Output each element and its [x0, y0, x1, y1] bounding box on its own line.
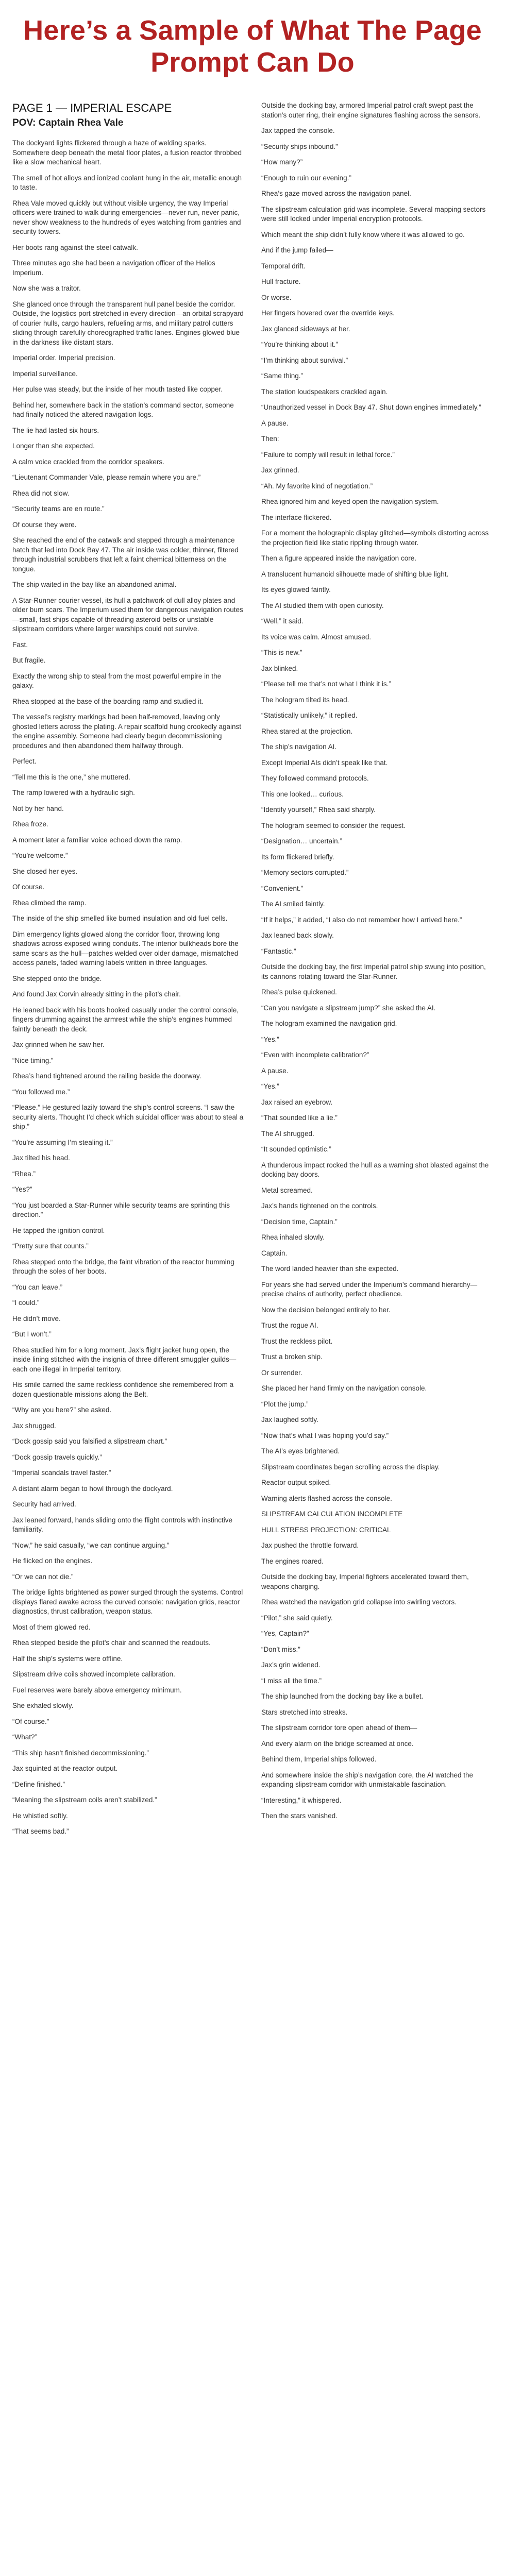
- story-paragraph: Jax leaned forward, hands sliding onto the flight controls with instinctive familiarity.: [12, 1516, 232, 1533]
- story-paragraph: “Yes?”: [12, 1185, 32, 1193]
- story-paragraph: The slipstream calculation grid was incomplete. Several mapping sectors were still locked under Imperial encryption protocols.: [261, 205, 486, 223]
- story-paragraph: Then the stars vanished.: [261, 1812, 338, 1820]
- story-paragraph: Most of them glowed red.: [12, 1623, 91, 1631]
- pov-line: POV: Captain Rhea Vale: [12, 117, 124, 128]
- story-paragraph: The hologram examined the navigation grid.: [261, 1020, 397, 1027]
- story-paragraph: Jax tilted his head.: [12, 1154, 70, 1162]
- story-paragraph: Exactly the wrong ship to steal from the most powerful empire in the galaxy.: [12, 672, 222, 689]
- story-paragraph: Rhea stepped beside the pilot’s chair and scanned the readouts.: [12, 1639, 211, 1647]
- story-paragraph: Rhea stared at the projection.: [261, 727, 353, 735]
- story-paragraph: “You just boarded a Star-Runner while security teams are sprinting this direction.”: [12, 1201, 230, 1218]
- story-paragraph: Outside the docking bay, the first Imperial patrol ship swung into position, its cannons rotating toward the Star-Runner.: [261, 963, 486, 980]
- story-paragraph: Perfect.: [12, 757, 37, 765]
- story-paragraph: SLIPSTREAM CALCULATION INCOMPLETE: [261, 1510, 403, 1518]
- story-paragraph: His smile carried the same reckless confidence she remembered from a dozen questionable missions along the Belt.: [12, 1381, 234, 1398]
- two-column-layout: [12, 101, 493, 1843]
- story-paragraph: “Designation… uncertain.”: [261, 837, 342, 845]
- story-paragraph: “This ship hasn’t finished decommissioning.”: [12, 1749, 149, 1757]
- story-paragraph: “I could.”: [12, 1299, 40, 1307]
- story-paragraph: Or surrender.: [261, 1368, 302, 1377]
- story-paragraph: HULL STRESS PROJECTION: CRITICAL: [261, 1526, 391, 1534]
- story-paragraph: Rhea froze.: [12, 820, 48, 828]
- story-paragraph: She stepped onto the bridge.: [12, 974, 102, 982]
- story-paragraph: She exhaled slowly.: [12, 1702, 74, 1709]
- story-paragraph: “You followed me.”: [12, 1088, 70, 1096]
- story-paragraph: The interface flickered.: [261, 513, 332, 521]
- story-paragraph: “Yes, Captain?”: [261, 1630, 309, 1637]
- story-paragraph: Half the ship’s systems were offline.: [12, 1654, 123, 1663]
- story-paragraph: Of course they were.: [12, 520, 77, 529]
- story-paragraph: “Yes.”: [261, 1082, 279, 1090]
- story-paragraph: Rhea inhaled slowly.: [261, 1233, 325, 1241]
- story-paragraph: “It sounded optimistic.”: [261, 1145, 331, 1153]
- story-paragraph: Outside the docking bay, armored Imperial patrol craft swept past the station’s outer ring, their engine signatures flashing across the sensors.: [261, 101, 481, 119]
- story-paragraph: He tapped the ignition control.: [12, 1226, 105, 1234]
- story-paragraph: Security had arrived.: [12, 1500, 76, 1508]
- story-paragraph: “Even with incomplete calibration?”: [261, 1051, 369, 1059]
- story-paragraph: She glanced once through the transparent hull panel beside the corridor. Outside, the logistics port stretched in every direction—an orbital scrapyard of courier hulls, cargo haulers, refueling arms, and military patrol cutters sliding through carefully choreographed traffic lanes. Engines glowed blue in the darkness like distant stars.: [12, 300, 244, 346]
- story-paragraph: “Identify yourself,” Rhea said sharply.: [261, 806, 376, 814]
- right-column: [261, 101, 493, 1843]
- story-paragraph: Jax shrugged.: [12, 1421, 56, 1430]
- story-paragraph: She closed her eyes.: [12, 867, 78, 875]
- story-paragraph: Except Imperial AIs didn’t speak like that.: [261, 758, 388, 767]
- story-paragraph: “Pilot,” she said quietly.: [261, 1614, 333, 1622]
- story-paragraph: “Define finished.”: [12, 1780, 65, 1788]
- story-paragraph: A thunderous impact rocked the hull as a warning shot blasted against the docking bay doors.: [261, 1161, 489, 1178]
- story-paragraph: Imperial surveillance.: [12, 369, 78, 378]
- story-paragraph: He whistled softly.: [12, 1811, 68, 1820]
- story-paragraph: Jax squinted at the reactor output.: [12, 1765, 118, 1772]
- story-paragraph: “Or we can not die.”: [12, 1572, 74, 1581]
- story-paragraph: A translucent humanoid silhouette made of shifting blue light.: [261, 570, 449, 578]
- story-paragraph: The ship’s navigation AI.: [261, 743, 337, 751]
- story-paragraph: “Dock gossip said you falsified a slipstream chart.”: [12, 1437, 167, 1445]
- story-paragraph: “Well,” it said.: [261, 617, 304, 625]
- story-paragraph: The bridge lights brightened as power surged through the systems. Control displays flared awake across the curved console: navigation grids, reactor diagnostics, thrust calibration, weapon status.: [12, 1588, 243, 1615]
- story-paragraph: Rhea climbed the ramp.: [12, 899, 87, 907]
- story-paragraph: Rhea watched the navigation grid collapse into swirling vectors.: [261, 1598, 457, 1606]
- story-paragraph: Temporal drift.: [261, 262, 306, 270]
- story-paragraph: “Meaning the slipstream coils aren’t stabilized.”: [12, 1796, 157, 1804]
- story-paragraph: For years she had served under the Imperium’s command hierarchy—precise chains of authority, perfect obedience.: [261, 1280, 478, 1298]
- story-paragraph: The lie had lasted six hours.: [12, 426, 99, 434]
- story-paragraph: Longer than she expected.: [12, 442, 95, 450]
- story-paragraph: Rhea studied him for a long moment. Jax’s flight jacket hung open, the inside lining stitched with the insignia of three different smuggler guilds—each one illegal in Imperial territory.: [12, 1346, 237, 1373]
- story-paragraph: Fuel reserves were barely above emergency minimum.: [12, 1686, 182, 1694]
- story-paragraph: “Can you navigate a slipstream jump?” she asked the AI.: [261, 1004, 436, 1012]
- story-paragraph: “Plot the jump.”: [261, 1400, 309, 1408]
- story-paragraph: Not by her hand.: [12, 804, 64, 812]
- story-paragraph: He didn’t move.: [12, 1314, 61, 1323]
- story-paragraph: “Memory sectors corrupted.”: [261, 869, 349, 876]
- story-paragraph: A distant alarm began to howl through the dockyard.: [12, 1484, 173, 1493]
- story-paragraph: Rhea did not slow.: [12, 489, 70, 497]
- story-paragraph: Rhea stepped onto the bridge, the faint vibration of the reactor humming through the soles of her boots.: [12, 1258, 234, 1275]
- story-paragraph: A calm voice crackled from the corridor speakers.: [12, 457, 164, 466]
- story-paragraph: Trust the reckless pilot.: [261, 1337, 333, 1345]
- story-paragraph: “Failure to comply will result in lethal force.”: [261, 450, 395, 459]
- story-paragraph: The AI smiled faintly.: [261, 900, 325, 908]
- story-paragraph: The AI shrugged.: [261, 1129, 314, 1138]
- story-paragraph: “Lieutenant Commander Vale, please remain where you are.”: [12, 473, 201, 481]
- story-paragraph: Dim emergency lights glowed along the corridor floor, throwing long shadows across exposed wiring conduits. The interior bulkheads bore the same scars as the hull—patches welded over older damage, mismatched access panels, faded warning labels written in three languages.: [12, 930, 239, 967]
- story-paragraph: “If it helps,” it added, “I also do not remember how I arrived here.”: [261, 916, 462, 924]
- story-paragraph: Her boots rang against the steel catwalk.: [12, 243, 138, 251]
- story-paragraph: Slipstream drive coils showed incomplete calibration.: [12, 1670, 175, 1678]
- story-paragraph: “Nice timing.”: [12, 1056, 54, 1064]
- story-paragraph: “Tell me this is the one,” she muttered.: [12, 773, 130, 781]
- story-paragraph: Jax glanced sideways at her.: [261, 325, 350, 333]
- story-paragraph: “Convenient.”: [261, 884, 304, 892]
- story-paragraph: Jax grinned.: [261, 466, 299, 474]
- story-paragraph: The engines roared.: [261, 1557, 324, 1565]
- story-paragraph: Warning alerts flashed across the console.: [261, 1494, 392, 1502]
- story-paragraph: “That sounded like a lie.”: [261, 1114, 338, 1122]
- story-paragraph: The vessel’s registry markings had been half-removed, leaving only ghosted letters across the plating. A repair scaffold hung crookedly against the engine assembly. Someone had clearly begun decommissioning procedures and then abandoned them halfway through.: [12, 713, 242, 750]
- story-paragraph: Of course.: [12, 883, 45, 891]
- story-paragraph: Now the decision belonged entirely to her.: [261, 1306, 391, 1314]
- story-paragraph: “Ah. My favorite kind of negotiation.”: [261, 482, 373, 490]
- story-paragraph: Jax’s hands tightened on the controls.: [261, 1202, 378, 1210]
- story-paragraph: Three minutes ago she had been a navigation officer of the Helios Imperium.: [12, 259, 215, 277]
- story-paragraph: “Same thing.”: [261, 372, 304, 380]
- story-paragraph: Rhea’s hand tightened around the railing beside the doorway.: [12, 1072, 201, 1080]
- story-paragraph: Trust a broken ship.: [261, 1353, 323, 1361]
- story-paragraph: Its eyes glowed faintly.: [261, 586, 331, 594]
- story-paragraph: “Of course.”: [12, 1717, 49, 1725]
- story-paragraph: “Don’t miss.”: [261, 1645, 300, 1653]
- story-paragraph: Her pulse was steady, but the inside of her mouth tasted like copper.: [12, 385, 223, 393]
- story-paragraph: “That seems bad.”: [12, 1827, 69, 1835]
- story-paragraph: Jax grinned when he saw her.: [12, 1041, 105, 1048]
- story-paragraph: Behind them, Imperial ships followed.: [261, 1755, 377, 1763]
- story-paragraph: But fragile.: [12, 656, 46, 664]
- story-paragraph: The ramp lowered with a hydraulic sigh.: [12, 789, 135, 796]
- story-paragraph: The word landed heavier than she expected.: [261, 1265, 399, 1273]
- story-paragraph: A pause.: [261, 1066, 289, 1075]
- story-paragraph: For a moment the holographic display glitched—symbols distorting across the projection field like static rippling through water.: [261, 529, 489, 547]
- story-paragraph: “Statistically unlikely,” it replied.: [261, 711, 358, 719]
- story-paragraph: “Decision time, Captain.”: [261, 1217, 338, 1226]
- story-paragraph: He leaned back with his boots hooked casually under the control console, fingers drumming against the armrest while the ship’s engines hummed faintly beneath the deck.: [12, 1006, 239, 1033]
- story-paragraph: Hull fracture.: [261, 278, 301, 285]
- story-paragraph: Rhea’s gaze moved across the navigation panel.: [261, 190, 411, 197]
- story-paragraph: Jax blinked.: [261, 664, 298, 672]
- story-paragraph: Or worse.: [261, 293, 292, 301]
- story-paragraph: “Security teams are en route.”: [12, 505, 105, 513]
- story-paragraph: “This is new.”: [261, 649, 302, 656]
- story-paragraph: Rhea stopped at the base of the boarding ramp and studied it.: [12, 697, 204, 705]
- story-paragraph: Reactor output spiked.: [261, 1479, 331, 1486]
- story-paragraph: “Please.” He gestured lazily toward the ship’s control screens. “I saw the security alerts. Thought I’d check which suicidal officer was about to steal a ship.”: [12, 1104, 244, 1130]
- story-paragraph: Captain.: [261, 1249, 288, 1257]
- story-paragraph: Trust the rogue AI.: [261, 1321, 318, 1329]
- story-paragraph: Jax’s grin widened.: [261, 1661, 321, 1669]
- story-paragraph: The slipstream corridor tore open ahead of them—: [261, 1724, 417, 1732]
- page-title: Here’s a Sample of What The Page Prompt Can Do: [23, 15, 482, 78]
- story-paragraph: “I miss all the time.”: [261, 1676, 322, 1685]
- story-paragraph: The ship launched from the docking bay like a bullet.: [261, 1692, 424, 1700]
- story-paragraph: Jax leaned back slowly.: [261, 931, 334, 939]
- story-paragraph: “Why are you here?” she asked.: [12, 1406, 112, 1414]
- chapter-heading: PAGE 1 — IMPERIAL ESCAPE: [12, 101, 172, 114]
- story-paragraph: Jax tapped the console.: [261, 127, 335, 134]
- story-paragraph: “Rhea.”: [12, 1170, 36, 1178]
- story-paragraph: Metal screamed.: [261, 1186, 313, 1194]
- story-paragraph: “Imperial scandals travel faster.”: [12, 1469, 111, 1477]
- story-paragraph: This one looked… curious.: [261, 790, 344, 798]
- story-paragraph: The smell of hot alloys and ionized coolant hung in the air, metallic enough to taste.: [12, 174, 242, 191]
- story-paragraph: A Star-Runner courier vessel, its hull a patchwork of dull alloy plates and older burn scars. The Imperium used them for dangerous navigation routes—small, fast ships capable of threading asteroid belts or unstable slipstream corridors where larger warships could not survive.: [12, 596, 243, 633]
- story-paragraph: Jax laughed softly.: [261, 1416, 318, 1423]
- story-paragraph: Now she was a traitor.: [12, 284, 81, 292]
- story-paragraph: She reached the end of the catwalk and stepped through a maintenance hatch that led into Dock Bay 47. The air inside was colder, thinner, filtered through industrial scrubbers that left a faint chemical bitterness on the tongue.: [12, 536, 239, 573]
- story-paragraph: “Dock gossip travels quickly.”: [12, 1453, 102, 1461]
- story-paragraph: And every alarm on the bridge screamed at once.: [261, 1739, 414, 1748]
- story-paragraph: Her fingers hovered over the override keys.: [261, 309, 395, 317]
- story-paragraph: “You can leave.”: [12, 1283, 63, 1291]
- story-paragraph: And if the jump failed—: [261, 246, 333, 254]
- story-paragraph: “How many?”: [261, 158, 303, 166]
- story-paragraph: Stars stretched into streaks.: [261, 1708, 348, 1716]
- story-paragraph: “Fantastic.”: [261, 947, 296, 955]
- story-paragraph: And found Jax Corvin already sitting in the pilot’s chair.: [12, 990, 181, 998]
- story-paragraph: Then a figure appeared inside the navigation core.: [261, 554, 416, 562]
- left-column: [12, 101, 244, 1843]
- story-paragraph: The hologram tilted its head.: [261, 696, 349, 704]
- story-paragraph: “You’re assuming I’m stealing it.”: [12, 1138, 113, 1146]
- story-paragraph: “Yes.”: [261, 1035, 279, 1043]
- story-paragraph: “Security ships inbound.”: [261, 142, 338, 150]
- story-paragraph: The AI’s eyes brightened.: [261, 1447, 340, 1455]
- story-paragraph: “Enough to ruin our evening.”: [261, 174, 351, 182]
- story-paragraph: Behind her, somewhere back in the station’s command sector, someone had finally noticed the altered navigation logs.: [12, 401, 234, 418]
- story-paragraph: “You’re welcome.”: [12, 852, 68, 859]
- story-paragraph: Rhea Vale moved quickly but without visible urgency, the way Imperial officers were trained to walk during emergencies—never run, never panic, never show weakness to the hundreds of eyes watching from gantries and security towers.: [12, 199, 241, 235]
- story-paragraph: Fast.: [12, 640, 28, 649]
- story-paragraph: She placed her hand firmly on the navigation console.: [261, 1384, 427, 1392]
- story-paragraph: “Pretty sure that counts.”: [12, 1242, 89, 1250]
- story-paragraph: Slipstream coordinates began scrolling across the display.: [261, 1463, 440, 1471]
- story-paragraph: The AI studied them with open curiosity.: [261, 601, 384, 609]
- story-paragraph: A moment later a familiar voice echoed down the ramp.: [12, 836, 182, 844]
- story-paragraph: Rhea’s pulse quickened.: [261, 988, 337, 996]
- story-paragraph: “You’re thinking about it.”: [261, 341, 338, 348]
- story-paragraph: Jax raised an eyebrow.: [261, 1098, 333, 1106]
- story-paragraph: “Now that’s what I was hoping you’d say.”: [261, 1431, 389, 1439]
- story-paragraph: “Interesting,” it whispered.: [261, 1796, 342, 1804]
- story-paragraph: “What?”: [12, 1733, 38, 1741]
- story-paragraph: The inside of the ship smelled like burned insulation and old fuel cells.: [12, 914, 228, 922]
- story-paragraph: Then:: [261, 435, 279, 443]
- story-paragraph: He flicked on the engines.: [12, 1557, 93, 1565]
- story-paragraph: The dockyard lights flickered through a haze of welding sparks. Somewhere deep beneath the metal floor plates, a fusion reactor throbbed like a slow mechanical heart.: [12, 139, 242, 166]
- story-paragraph: “Unauthorized vessel in Dock Bay 47. Shut down engines immediately.”: [261, 403, 481, 411]
- story-paragraph: A pause.: [261, 419, 289, 427]
- story-paragraph: The ship waited in the bay like an abandoned animal.: [12, 581, 177, 588]
- story-paragraph: Which meant the ship didn’t fully know where it was allowed to go.: [261, 230, 465, 239]
- story-paragraph: “But I won’t.”: [12, 1330, 52, 1338]
- story-paragraph: The station loudspeakers crackled again.: [261, 387, 388, 396]
- story-paragraph: “Now,” he said casually, “we can continue arguing.”: [12, 1541, 170, 1549]
- story-paragraph: Its voice was calm. Almost amused.: [261, 633, 372, 641]
- story-paragraph: Its form flickered briefly.: [261, 853, 334, 861]
- story-paragraph: “I’m thinking about survival.”: [261, 356, 348, 364]
- story-paragraph: They followed command protocols.: [261, 774, 369, 782]
- story-paragraph: Outside the docking bay, Imperial fighters accelerated toward them, weapons charging.: [261, 1573, 469, 1590]
- story-paragraph: And somewhere inside the ship’s navigation core, the AI watched the expanding slipstream corridor with unmistakable fascination.: [261, 1771, 474, 1788]
- story-paragraph: The hologram seemed to consider the request.: [261, 821, 406, 829]
- story-paragraph: Rhea ignored him and keyed open the navigation system.: [261, 498, 439, 505]
- story-paragraph: “Please tell me that’s not what I think it is.”: [261, 680, 391, 688]
- story-paragraph: Jax pushed the throttle forward.: [261, 1541, 359, 1549]
- story-paragraph: Imperial order. Imperial precision.: [12, 354, 115, 362]
